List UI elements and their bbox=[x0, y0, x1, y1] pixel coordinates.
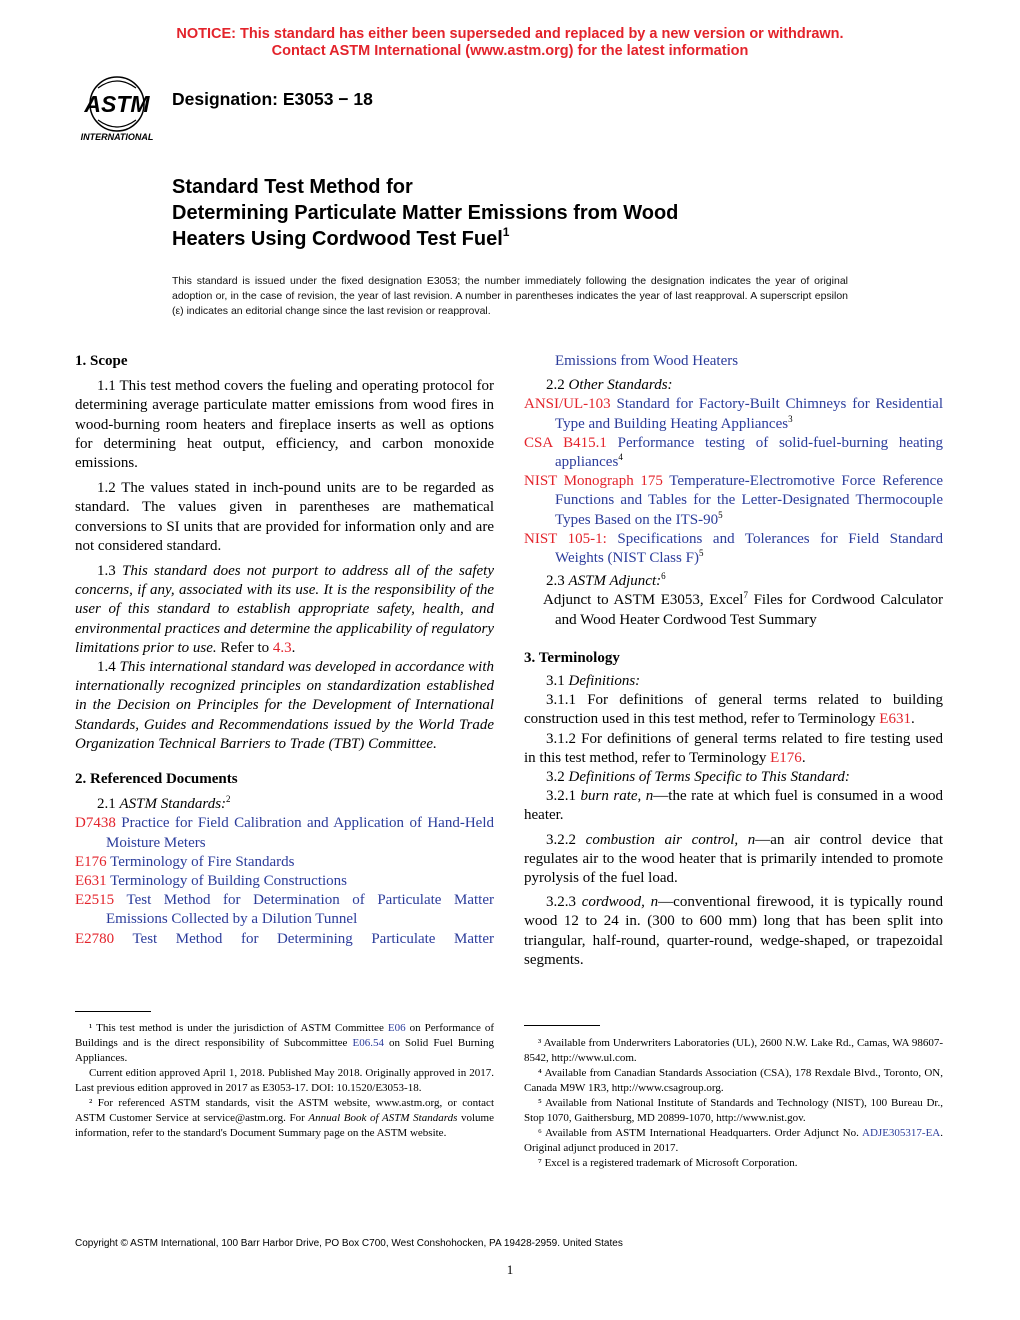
ref-d7438 bbox=[75, 814, 494, 852]
ref-e2780 bbox=[75, 930, 494, 949]
para-3-1-2: 3.1.2 For definitions of general terms related to fire testing used in this test method, refer to Terminology E176. bbox=[524, 730, 943, 766]
ref-ansi-ul-103: ANSI/UL-103 Standard for Factory-Built Chimneys for Residential Type and Building Heating Appliances$^3$ bbox=[524, 396, 943, 432]
ref-code-e631[interactable]: E631 bbox=[75, 873, 107, 890]
ref-e2780-continued[interactable]: Emissions from Wood Heaters bbox=[555, 353, 739, 369]
ref-code-e176[interactable]: E176 bbox=[75, 853, 107, 870]
para-1-3: 1.3 This standard does not purport to address all of the safety concerns, if any, associated with its use. It is the responsibility of the user of this standard to establish appropriate safety, health, and environmental practices and determine the applicability of regulatory limitations prior to use. Refer to 4.3. bbox=[75, 563, 495, 656]
copyright-footer: Copyright © ASTM International, 100 Barr Harbor Drive, PO Box C700, West Conshohocken, PA 19428-2959. United States bbox=[75, 1238, 623, 1249]
right-column bbox=[524, 352, 943, 970]
title-footnote-mark: 1 bbox=[502, 225, 510, 239]
withdrawal-notice bbox=[0, 26, 1020, 60]
title-line-2: Determining Particulate Matter Emissions from Wood bbox=[172, 202, 679, 224]
logo-caption: INTERNATIONAL bbox=[80, 132, 154, 142]
ref-title-e176[interactable]: Terminology of Fire Standards bbox=[110, 853, 295, 870]
ref-title-csa-b415[interactable]: Performance testing of solid-fuel-burning heating appliances bbox=[555, 434, 944, 471]
link-e06[interactable]: E06 bbox=[387, 1022, 406, 1034]
link-adjunct[interactable]: ADJE305317-EA bbox=[862, 1127, 941, 1139]
link-e631[interactable]: E631 bbox=[879, 711, 911, 728]
footnote-6: ⁶ Available from ASTM International Headquarters. Order Adjunct No. ADJE305317-EA. Original adjunct produced in 2017. bbox=[524, 1127, 943, 1154]
logo-letters: ASTM bbox=[84, 91, 150, 117]
footnote-1-edition: Current edition approved April 1, 2018. Published May 2018. Originally approved in 2017. Last previous edition approved in 2017 as E3053-17. DOI: 10.1520/E3053-18. bbox=[75, 1067, 494, 1094]
footnote-4: ⁴ Available from Canadian Standards Association (CSA), 178 Rexdale Blvd., Toronto, ON, Canada M9W 1R3, http://www.csagroup.org. bbox=[524, 1067, 943, 1094]
ref-code-d7438[interactable]: D7438 bbox=[75, 815, 116, 832]
para-3-1-1: 3.1.1 For definitions of general terms related to building construction used in this test method, refer to Terminology E631. bbox=[524, 692, 943, 728]
footnote-7: ⁷ Excel is a registered trademark of Microsoft Corporation. bbox=[538, 1157, 798, 1169]
issuance-note: This standard is issued under the fixed designation E3053; the number immediately following the designation indicates the year of original adoption or, in the case of revision, the year of last revision. A number in parentheses indicates the year of last reapproval. A superscript epsilon (ε) indicates an editorial change since the last revision or reapproval. bbox=[172, 275, 848, 317]
astm-logo bbox=[76, 74, 158, 144]
footnote-1: ¹ This test method is under the jurisdiction of ASTM Committee E06 on Performance of Buildings and is the direct responsibility of Subcommittee E06.54 on Solid Fuel Burning Appliances. bbox=[75, 1022, 494, 1064]
para-3-2-3: 3.2.3 cordwood, n—conventional firewood, it is typically round wood 12 to 24 in. (300 to 600 mm) long that has been split into triangular, half-round, quarter-round, wedge-shaped, or trapezoidal segments. bbox=[524, 894, 943, 968]
notice-line-2: Contact ASTM International (www.astm.org) for the latest information bbox=[271, 43, 749, 59]
footnotes-right bbox=[524, 1036, 943, 1171]
footnote-3: ³ Available from Underwriters Laboratories (UL), 2600 N.W. Lake Rd., Camas, WA 98607-8542, http://www.ul.com. bbox=[524, 1037, 943, 1064]
ref-e176 bbox=[75, 853, 494, 872]
title-line-3: Heaters Using Cordwood Test Fuel$^1$ bbox=[172, 225, 510, 250]
para-2-3: 2.3 ASTM Adjunct:$^6$ bbox=[546, 571, 666, 590]
para-3-1: 3.1 Definitions: bbox=[546, 673, 641, 690]
ref-e2515 bbox=[75, 891, 494, 929]
left-column bbox=[75, 352, 494, 949]
para-2-2: 2.2 Other Standards: bbox=[546, 377, 673, 394]
ref-code-e2515[interactable]: E2515 bbox=[75, 892, 115, 909]
notice-line-1: NOTICE: This standard has either been superseded and replaced by a new version or withdrawn. bbox=[176, 26, 844, 42]
ref-nist-105-1: NIST 105-1: Specifications and Tolerances for Field Standard Weights (NIST Class F)$^5$ bbox=[524, 530, 943, 567]
footnote-rule-left bbox=[75, 1011, 151, 1012]
ref-code-ansi-ul-103[interactable]: ANSI/UL-103 bbox=[524, 396, 611, 413]
ref-code-nist-105[interactable]: NIST 105-1: bbox=[524, 530, 607, 547]
para-1-2: 1.2 The values stated in inch-pound units are to be regarded as standard. The values given in parentheses are mathematical conversions to SI units that are provided for information only and are not considered standard. bbox=[75, 480, 494, 554]
ref-code-csa-b415[interactable]: CSA B415.1 bbox=[524, 434, 607, 451]
astm-logo-icon bbox=[76, 74, 158, 144]
document-title bbox=[172, 174, 678, 252]
ref-title-e2515[interactable]: Test Method for Determination of Particulate Matter Emissions Collected by a Dilution Tunnel bbox=[106, 892, 495, 928]
link-e176[interactable]: E176 bbox=[770, 749, 802, 766]
ref-code-nist-175[interactable]: NIST Monograph 175 bbox=[524, 473, 663, 490]
footnotes-left bbox=[75, 1021, 494, 1141]
ref-title-e2780[interactable]: Test Method for Determining Particulate Matter bbox=[132, 930, 494, 947]
ref-title-ansi-ul-103[interactable]: Standard for Factory-Built Chimneys for Residential Type and Building Heating Appliances bbox=[555, 396, 943, 432]
link-4-3[interactable]: 4.3 bbox=[272, 639, 292, 656]
ref-title-e631[interactable]: Terminology of Building Constructions bbox=[110, 873, 348, 890]
section-3-heading: 3. Terminology bbox=[524, 649, 620, 666]
para-1-4: 1.4 This international standard was developed in accordance with internationally recognized principles on standardization established in the Decision on Principles for the Development of International Standards, Guides and Recommendations issued by the World Trade Organization Technical Barriers to Trade (TBT) Committee. bbox=[75, 659, 494, 752]
title-line-1: Standard Test Method for bbox=[172, 176, 413, 198]
ref-csa-b415: CSA B415.1 Performance testing of solid-fuel-burning heating appliances$^4$ bbox=[524, 434, 944, 471]
ref-nist-monograph-175: NIST Monograph 175 Temperature-Electromotive Force Reference Functions and Tables for the Letter-Designated Thermocouple Types Based on the ITS-$90^5$ bbox=[524, 473, 943, 528]
ref-title-nist-175[interactable]: Temperature-Electromotive Force Reference Functions and Tables for the Letter-Designated Thermocouple Types Based on the ITS-90 bbox=[555, 473, 943, 528]
footnote-2: ² For referenced ASTM standards, visit the ASTM website, www.astm.org, or contact ASTM Customer Service at service@astm.org. For Annual Book of ASTM Standards volume information, refer to the standard's Document Summary page on the ASTM website. bbox=[75, 1097, 494, 1139]
para-3-2-2: 3.2.2 combustion air control, n—an air control device that regulates air to the wood heater that is primarily intended to promote pyrolysis of the fuel load. bbox=[524, 831, 943, 887]
para-3-2-1: 3.2.1 burn rate, n—the rate at which fuel is consumed in a wood heater. bbox=[524, 788, 944, 824]
ref-title-nist-105[interactable]: Specifications and Tolerances for Field Standard Weights (NIST Class F) bbox=[555, 530, 943, 567]
para-1-1: 1.1 This test method covers the fueling and operating protocol for determining average particulate matter emissions from wood fires in wood-burning room heaters and fireplace inserts as well as options for determining heat output, efficiency, and carbon monoxide emissions. bbox=[75, 378, 494, 472]
ref-title-d7438[interactable]: Practice for Field Calibration and Application of Hand-Held Moisture Meters bbox=[106, 815, 494, 851]
link-e06-54[interactable]: E06.54 bbox=[352, 1037, 384, 1049]
footnote-rule-right bbox=[524, 1025, 600, 1026]
page-number: 1 bbox=[506, 1262, 514, 1277]
para-2-1: 2.1 ASTM Standards:$^2$ bbox=[97, 794, 231, 813]
adjunct-entry: Adjunct to ASTM E3053, Excel$^7$ Files for Cordwood Calculator and Wood Heater Cordwood Test Summary bbox=[543, 590, 943, 628]
para-3-2: 3.2 Definitions of Terms Specific to This Standard: bbox=[546, 769, 850, 786]
ref-e631 bbox=[75, 872, 494, 891]
ref-code-e2780[interactable]: E2780 bbox=[75, 930, 115, 947]
section-2-heading: 2. Referenced Documents bbox=[75, 771, 238, 788]
section-1-heading: 1. Scope bbox=[75, 353, 128, 369]
footnote-5: ⁵ Available from National Institute of Standards and Technology (NIST), 100 Bureau Dr., Stop 1070, Gaithersburg, MD 20899-1070, http://www.nist.gov. bbox=[524, 1097, 943, 1124]
designation: Designation: E3053 − 18 bbox=[172, 89, 373, 109]
